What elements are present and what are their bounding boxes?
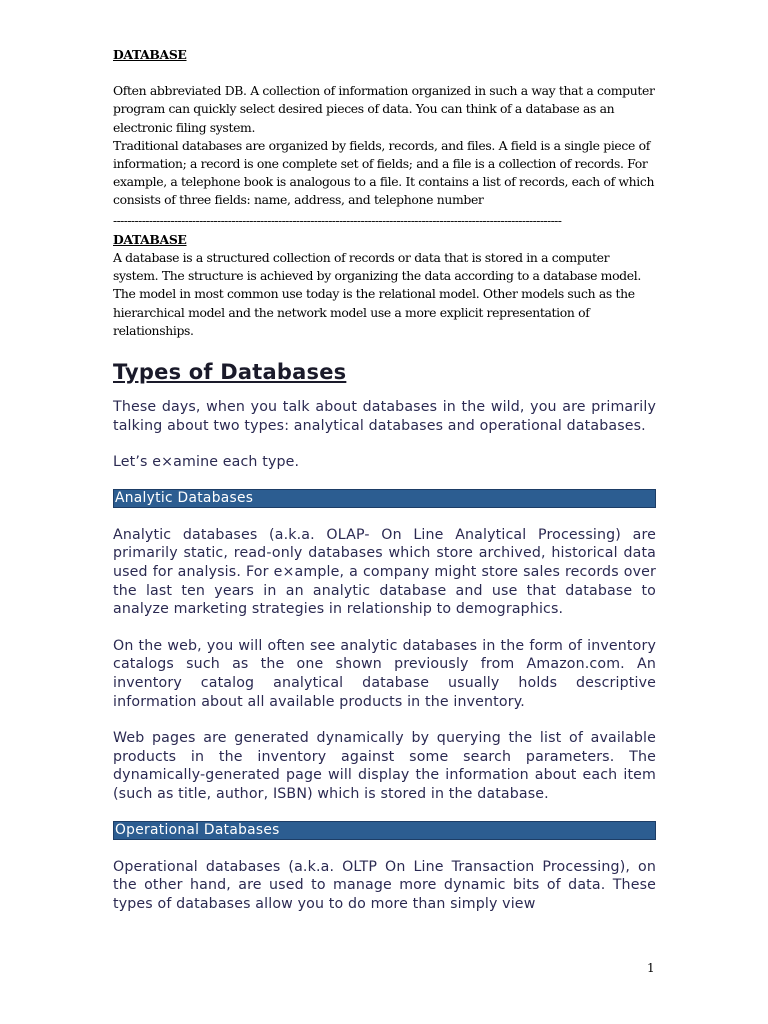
page-content [113, 46, 656, 913]
paragraph: Traditional databases are organized by fields, records, and files. A field is a single piece of information; a record is one complete set of fields; and a file is a collection of records. For example, a telephone book is analogous to a file. It contains a list of records, each of which consists of three fields: name, address, and telephone number [113, 137, 655, 208]
paragraph: Analytic databases (a.k.a. OLAP- On Line Analytical Processing) are primarily static, read-only databases which store archived, historical data used for analysis. For e×ample, a company might store sales records over the last ten years in an analytic database and use that database to analyze marketing strategies in relationship to demographics. [113, 526, 656, 618]
section-heading: DATABASE [113, 231, 187, 247]
paragraph: These days, when you talk about databases in the wild, you are primarily talking about two types: analytical databases and operational databases. [113, 399, 656, 434]
spacer [113, 64, 656, 82]
paragraph: Often abbreviated DB. A collection of information organized in such a way that a computer program can quickly select desired pieces of data. You can think of a database as an electronic filing system. [113, 83, 655, 135]
definition-section-1 [113, 46, 656, 230]
section-bar-analytic: Analytic Databases [113, 489, 656, 508]
paragraph: A database is a structured collection of records or data that is stored in a computer system. The structure is achieved by organizing the data according to a database model. The model in most common use today is the relational model. Other models such as the hierarchical model and the network model use a more explicit representation of relationships. [113, 250, 641, 338]
analytic-body [113, 526, 656, 804]
definition-section-2 [113, 231, 656, 340]
operational-body [113, 858, 656, 914]
types-body [113, 398, 656, 472]
page-number: 1 [647, 961, 655, 975]
types-section [113, 360, 656, 384]
dashed-separator: ----------------------------------------------------------------------------------------------------------------------------- [113, 212, 562, 228]
paragraph: Operational databases (a.k.a. OLTP On Line Transaction Processing), on the other hand, are used to manage more dynamic bits of data. These types of databases allow you to do more than simply view [113, 858, 656, 912]
page-title: Types of Databases [113, 360, 347, 385]
paragraph: Web pages are generated dynamically by querying the list of available products in the inventory against some search parameters. The dynamically-generated page will display the information about each item (such as title, author, ISBN) which is stored in the database. [113, 730, 656, 802]
paragraph: Let’s e×amine each type. [113, 454, 300, 471]
section-bar-operational: Operational Databases [113, 821, 656, 840]
section-heading: DATABASE [113, 47, 187, 62]
paragraph: On the web, you will often see analytic databases in the form of inventory catalogs such as the one shown previously from Amazon.com. An inventory catalog analytical database usually holds descriptive information about all available products in the inventory. [113, 637, 656, 710]
